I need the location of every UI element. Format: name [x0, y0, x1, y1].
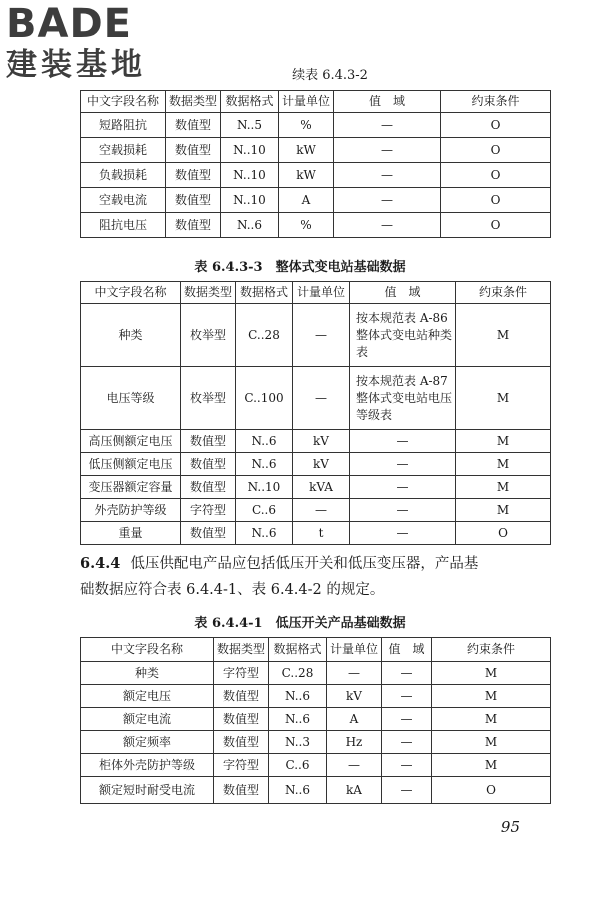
table3-header: 数据类型: [214, 638, 269, 662]
table-cell: 低压侧额定电压: [81, 453, 181, 476]
table-cell: —: [293, 304, 350, 367]
table-cell: 数值型: [166, 213, 221, 238]
table-cell: 额定频率: [81, 731, 214, 754]
table3-header: 中文字段名称: [81, 638, 214, 662]
table-cell: N..3: [269, 731, 327, 754]
table-cell: —: [334, 138, 441, 163]
table-cell: kW: [279, 163, 334, 188]
table-cell: —: [350, 476, 456, 499]
table-cell: N..6: [236, 453, 293, 476]
table-cell: —: [382, 685, 432, 708]
table-cell: 按本规范表 A-87 整体式变电站电压等级表: [350, 367, 456, 430]
table-cell: A: [327, 708, 382, 731]
table1-header: 计量单位: [279, 91, 334, 113]
table-cell: 数值型: [181, 430, 236, 453]
table-cell: 种类: [81, 662, 214, 685]
table-cell: 空载电流: [81, 188, 166, 213]
table-cell: —: [382, 662, 432, 685]
table-cell: C..100: [236, 367, 293, 430]
table-cell: O: [456, 522, 551, 545]
table-cell: C..28: [236, 304, 293, 367]
table-cell: C..6: [236, 499, 293, 522]
table-cell: 负载损耗: [81, 163, 166, 188]
table1-header-row: [81, 91, 551, 113]
table1-header: 值 域: [334, 91, 441, 113]
table3-header: 约束条件: [432, 638, 551, 662]
table-cell: M: [432, 662, 551, 685]
table1-header: 约束条件: [441, 91, 551, 113]
table-cell: 枚举型: [181, 304, 236, 367]
table2-caption: 表 6.4.3-3 整体式变电站基础数据: [194, 260, 406, 275]
table-cell: 额定短时耐受电流: [81, 777, 214, 804]
table-cell: —: [350, 522, 456, 545]
table-row: [81, 685, 551, 708]
table3-header: 数据格式: [269, 638, 327, 662]
table-cell: 数值型: [166, 138, 221, 163]
table-cell: O: [441, 113, 551, 138]
table-cell: 高压侧额定电压: [81, 430, 181, 453]
table-cell: —: [334, 213, 441, 238]
table2-header: 值 域: [350, 282, 456, 304]
section-paragraph: [80, 551, 550, 598]
table-cell: M: [456, 430, 551, 453]
table-row: [81, 188, 551, 213]
table-cell: M: [456, 367, 551, 430]
table-cell: kV: [327, 685, 382, 708]
table-cell: 数值型: [214, 708, 269, 731]
table-cell: kV: [293, 453, 350, 476]
table-cell: —: [382, 777, 432, 804]
table-row: [81, 662, 551, 685]
table-cell: M: [456, 304, 551, 367]
table-cell: —: [350, 430, 456, 453]
table-row: [81, 522, 551, 545]
table-cell: 额定电压: [81, 685, 214, 708]
table-cell: 短路阻抗: [81, 113, 166, 138]
table-cell: M: [432, 708, 551, 731]
table-cell: M: [456, 476, 551, 499]
table-cell: 数值型: [166, 188, 221, 213]
table1-header: 数据类型: [166, 91, 221, 113]
table-cell: N..10: [221, 188, 279, 213]
table-cell: O: [441, 213, 551, 238]
table-cell: N..10: [221, 138, 279, 163]
table-row: [81, 213, 551, 238]
table3-caption: 表 6.4.4-1 低压开关产品基础数据: [194, 616, 406, 631]
table-cell: 数值型: [214, 777, 269, 804]
table-cell: —: [350, 453, 456, 476]
logo-text-en: BADE: [6, 1, 132, 47]
table-row: [81, 367, 551, 430]
paragraph-line-2: 础数据应符合表 6.4.4-1、表 6.4.4-2 的规定。: [80, 582, 385, 598]
table-row: [81, 113, 551, 138]
table-cell: N..6: [269, 708, 327, 731]
table-cell: 空载损耗: [81, 138, 166, 163]
table-cell: 数值型: [214, 731, 269, 754]
table-row: [81, 453, 551, 476]
table-cell: N..6: [236, 430, 293, 453]
table-cell: Hz: [327, 731, 382, 754]
table-row: [81, 430, 551, 453]
table-cell: C..28: [269, 662, 327, 685]
table-cell: N..10: [221, 163, 279, 188]
table-cell: N..6: [221, 213, 279, 238]
table-row: [81, 708, 551, 731]
table2-header: 中文字段名称: [81, 282, 181, 304]
table-cell: —: [327, 662, 382, 685]
table-cell: 字符型: [214, 754, 269, 777]
paragraph-line-1: 低压供配电产品应包括低压开关和低压变压器，产品基: [130, 556, 479, 572]
table-cell: %: [279, 213, 334, 238]
table3-header-row: [81, 638, 551, 662]
table-cell: —: [350, 499, 456, 522]
table-cell: N..6: [236, 522, 293, 545]
table-cell: N..6: [269, 777, 327, 804]
table-cell: 数值型: [181, 522, 236, 545]
table-cell: 电压等级: [81, 367, 181, 430]
table-row: [81, 163, 551, 188]
table-cell: 数值型: [181, 476, 236, 499]
table2-header: 数据格式: [236, 282, 293, 304]
table-cell: —: [293, 367, 350, 430]
table-row: [81, 777, 551, 804]
table-cell: 柜体外壳防护等级: [81, 754, 214, 777]
table-cell: O: [441, 163, 551, 188]
table1: [80, 90, 551, 238]
table-cell: —: [293, 499, 350, 522]
table-row: [81, 754, 551, 777]
table-cell: 数值型: [166, 113, 221, 138]
table-cell: 按本规范表 A-86 整体式变电站种类表: [350, 304, 456, 367]
table1-header: 数据格式: [221, 91, 279, 113]
logo-text-cn: 建装基地: [6, 47, 146, 83]
table-cell: t: [293, 522, 350, 545]
table-cell: 重量: [81, 522, 181, 545]
table-cell: N..5: [221, 113, 279, 138]
table-cell: M: [432, 754, 551, 777]
table-cell: 字符型: [181, 499, 236, 522]
table-cell: A: [279, 188, 334, 213]
table-cell: 字符型: [214, 662, 269, 685]
table-cell: C..6: [269, 754, 327, 777]
table1-caption: 续表 6.4.3-2: [292, 68, 368, 83]
table-cell: kV: [293, 430, 350, 453]
table-cell: —: [382, 754, 432, 777]
table-cell: 外壳防护等级: [81, 499, 181, 522]
table-cell: —: [382, 708, 432, 731]
table3-header: 值 域: [382, 638, 432, 662]
table-cell: %: [279, 113, 334, 138]
table-cell: O: [432, 777, 551, 804]
table-cell: 额定电流: [81, 708, 214, 731]
table-cell: 枚举型: [181, 367, 236, 430]
table-cell: 数值型: [181, 453, 236, 476]
table-cell: kVA: [293, 476, 350, 499]
table-cell: 种类: [81, 304, 181, 367]
table-cell: N..10: [236, 476, 293, 499]
table-row: [81, 499, 551, 522]
table1-header: 中文字段名称: [81, 91, 166, 113]
table-row: [81, 731, 551, 754]
table3: [80, 637, 551, 804]
table-cell: 变压器额定容量: [81, 476, 181, 499]
table2-header: 约束条件: [456, 282, 551, 304]
table-cell: —: [382, 731, 432, 754]
table-row: [81, 138, 551, 163]
table2-header-row: [81, 282, 551, 304]
table-cell: 数值型: [214, 685, 269, 708]
table-cell: 数值型: [166, 163, 221, 188]
table2: [80, 281, 551, 545]
table-cell: O: [441, 188, 551, 213]
table2-header: 数据类型: [181, 282, 236, 304]
table-row: [81, 304, 551, 367]
table-cell: M: [456, 499, 551, 522]
table-cell: M: [432, 731, 551, 754]
table-cell: kA: [327, 777, 382, 804]
table-cell: —: [334, 188, 441, 213]
table2-header: 计量单位: [293, 282, 350, 304]
table-cell: M: [456, 453, 551, 476]
table-cell: M: [432, 685, 551, 708]
table-cell: —: [334, 163, 441, 188]
table-cell: kW: [279, 138, 334, 163]
page-number: 95: [500, 818, 520, 836]
table3-header: 计量单位: [327, 638, 382, 662]
table-cell: O: [441, 138, 551, 163]
section-number: 6.4.4: [80, 555, 121, 572]
table-cell: N..6: [269, 685, 327, 708]
table-cell: 阻抗电压: [81, 213, 166, 238]
table-cell: —: [334, 113, 441, 138]
table-cell: —: [327, 754, 382, 777]
table-row: [81, 476, 551, 499]
